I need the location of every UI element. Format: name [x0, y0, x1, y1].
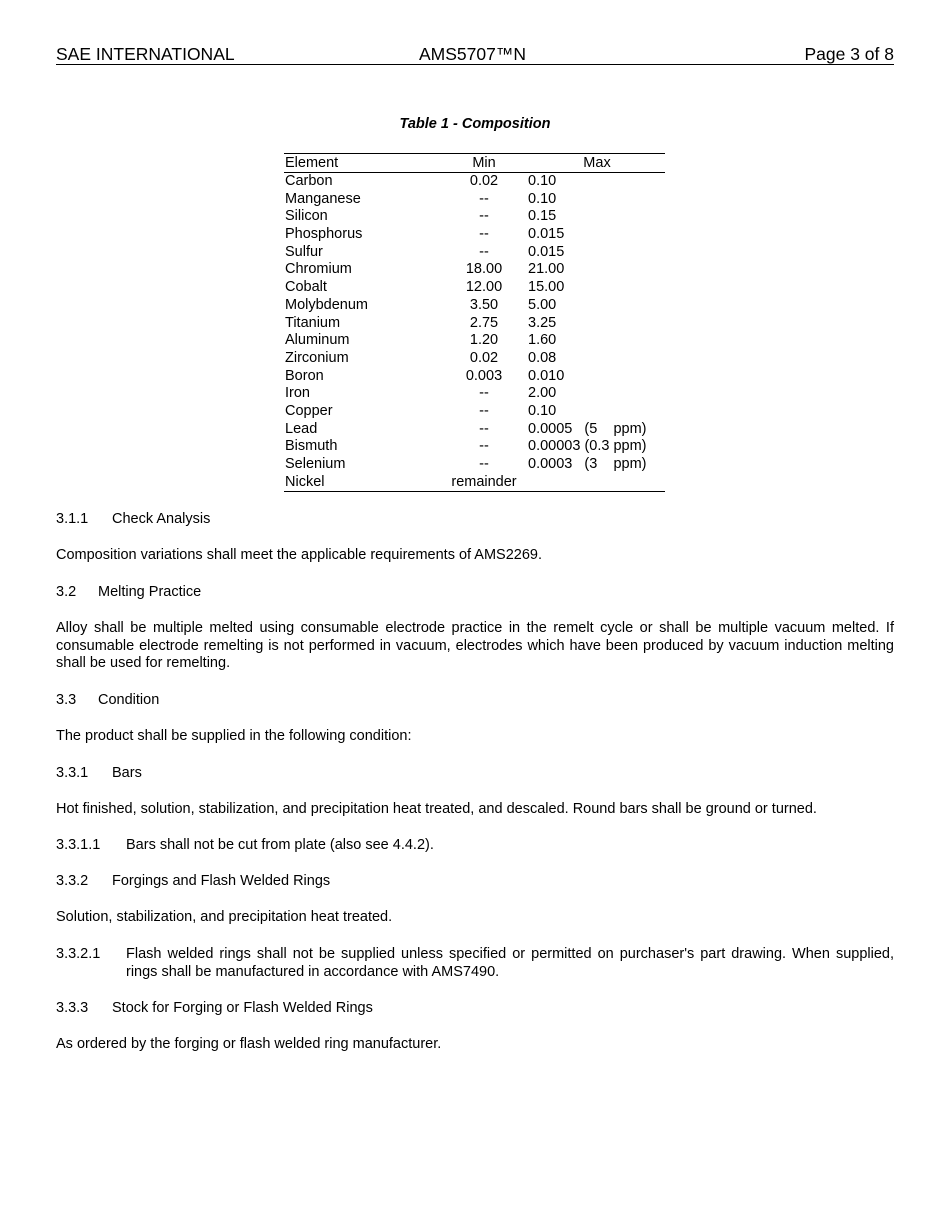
cell-element: Carbon: [285, 173, 333, 189]
table-row: [284, 368, 665, 386]
cell-element: Silicon: [285, 208, 328, 225]
section-number-3-3: 3.3: [56, 692, 77, 708]
cell-min: --: [479, 208, 489, 225]
cell-max: 0.08: [528, 349, 557, 366]
cell-min: --: [479, 190, 489, 207]
section-title-stock: Stock for Forging or Flash Welded Rings: [112, 1000, 373, 1016]
cell-min: --: [479, 402, 489, 419]
section-text-3-3-2-1: Flash welded rings shall not be supplied unless specified or permitted on purchaser's part drawing. When supplied, rings shall be manufactured in accordance with AMS7490.: [126, 946, 894, 980]
cell-element: Iron: [285, 385, 310, 402]
table-row: [284, 297, 665, 315]
table-row: [284, 226, 665, 244]
cell-max: 0.015: [528, 243, 565, 260]
cell-element: Bismuth: [285, 438, 338, 455]
cell-element: Selenium: [285, 456, 346, 472]
cell-max: 0.0005 (5 ppm): [528, 420, 647, 437]
cell-max: 0.0003 (3 ppm): [528, 456, 647, 472]
column-header-element: Element: [285, 155, 339, 171]
table-row: [284, 332, 665, 350]
cell-min: --: [479, 438, 489, 455]
cell-max: 0.00003 (0.3 ppm): [528, 438, 647, 455]
column-header-max: Max: [583, 155, 611, 171]
cell-element: Cobalt: [285, 279, 327, 296]
cell-element: Nickel: [285, 473, 325, 490]
cell-element: Boron: [285, 367, 324, 384]
section-number-3-3-1: 3.3.1: [56, 765, 89, 781]
table-body: [284, 173, 665, 491]
composition-table: [284, 153, 665, 492]
table-row: [284, 474, 665, 492]
cell-max: 2.00: [528, 385, 557, 402]
cell-element: Aluminum: [285, 332, 350, 349]
cell-element: Manganese: [285, 190, 361, 207]
cell-min: 0.003: [465, 367, 503, 384]
cell-min: --: [479, 243, 489, 260]
cell-element: Zirconium: [285, 349, 349, 366]
cell-min: 0.02: [469, 349, 499, 366]
cell-element: Sulfur: [285, 243, 323, 260]
cell-max: 0.10: [528, 190, 557, 207]
table-row: [284, 403, 665, 421]
table-row: [284, 350, 665, 368]
paragraph-3-2: Alloy shall be multiple melted using consumable electrode practice in the remelt cycle or shall be multiple vacuum melted. If consumable electrode remelting is not performed in vacuum, electrodes which have been produced by vacuum induction melting shall be used for remelting.: [56, 620, 894, 671]
section-title-forgings: Forgings and Flash Welded Rings: [112, 873, 331, 889]
cell-element: Molybdenum: [285, 296, 369, 313]
section-number-3-3-3: 3.3.3: [56, 1000, 89, 1016]
cell-element: Titanium: [285, 314, 341, 331]
table-row: [284, 191, 665, 209]
section-number-3-1-1: 3.1.1: [56, 511, 89, 527]
cell-max: 5.00: [528, 296, 557, 313]
table-row: [284, 208, 665, 226]
cell-min: --: [479, 420, 489, 437]
cell-element: Lead: [285, 420, 318, 437]
cell-max: 15.00: [528, 279, 565, 296]
table-row: [284, 244, 665, 262]
section-number-3-3-2: 3.3.2: [56, 873, 89, 889]
cell-min: 3.50: [469, 296, 499, 313]
cell-max: 0.010: [528, 367, 565, 384]
cell-max: 0.015: [528, 226, 565, 243]
paragraph-3-3-2: Solution, stabilization, and precipitation heat treated.: [56, 909, 393, 925]
cell-max: 1.60: [528, 332, 557, 349]
cell-min: remainder: [451, 473, 517, 490]
header-org: SAE INTERNATIONAL: [56, 44, 235, 64]
table-title: Table 1 - Composition: [399, 116, 551, 132]
cell-min: 2.75: [469, 314, 499, 331]
column-header-min: Min: [472, 155, 496, 171]
section-title-check-analysis: Check Analysis: [112, 511, 211, 527]
section-text-3-3-1-1: Bars shall not be cut from plate (also see 4.4.2).: [126, 837, 434, 853]
table-row: [284, 421, 665, 439]
cell-min: 1.20: [469, 332, 499, 349]
section-title-bars: Bars: [112, 765, 142, 781]
cell-max: 0.10: [528, 402, 557, 419]
header-page-number: Page 3 of 8: [804, 44, 894, 64]
table-row: [284, 315, 665, 333]
paragraph-3-3: The product shall be supplied in the following condition:: [56, 728, 412, 744]
section-title-condition: Condition: [98, 692, 160, 708]
cell-element: Chromium: [285, 261, 352, 278]
table-row: [284, 385, 665, 403]
cell-min: 0.02: [469, 173, 499, 189]
section-title-melting-practice: Melting Practice: [98, 584, 202, 600]
header-doc-id: AMS5707™N: [419, 44, 526, 64]
section-number-3-2: 3.2: [56, 584, 77, 600]
table-row: [284, 173, 665, 191]
paragraph-3-1-1: Composition variations shall meet the applicable requirements of AMS2269.: [56, 547, 543, 563]
cell-max: 0.10: [528, 173, 557, 189]
section-number-3-3-2-1: 3.3.2.1: [56, 946, 101, 962]
table-row: [284, 261, 665, 279]
cell-element: Copper: [285, 402, 333, 419]
cell-min: 18.00: [465, 261, 503, 278]
table-header-row: [284, 154, 665, 173]
cell-max: 3.25: [528, 314, 557, 331]
section-number-3-3-1-1: 3.3.1.1: [56, 837, 101, 853]
table-row: [284, 438, 665, 456]
cell-min: --: [479, 385, 489, 402]
cell-min: --: [479, 226, 489, 243]
cell-min: 12.00: [465, 279, 503, 296]
paragraph-3-3-1: Hot finished, solution, stabilization, and precipitation heat treated, and descaled. Round bars shall be ground or turned.: [56, 801, 817, 817]
cell-min: --: [479, 456, 489, 472]
cell-max: 0.15: [528, 208, 557, 225]
cell-element: Phosphorus: [285, 226, 363, 243]
table-row: [284, 279, 665, 297]
cell-max: 21.00: [528, 261, 565, 278]
page-header: [56, 44, 894, 65]
table-row: [284, 456, 665, 474]
paragraph-3-3-3: As ordered by the forging or flash welded ring manufacturer.: [56, 1036, 442, 1052]
